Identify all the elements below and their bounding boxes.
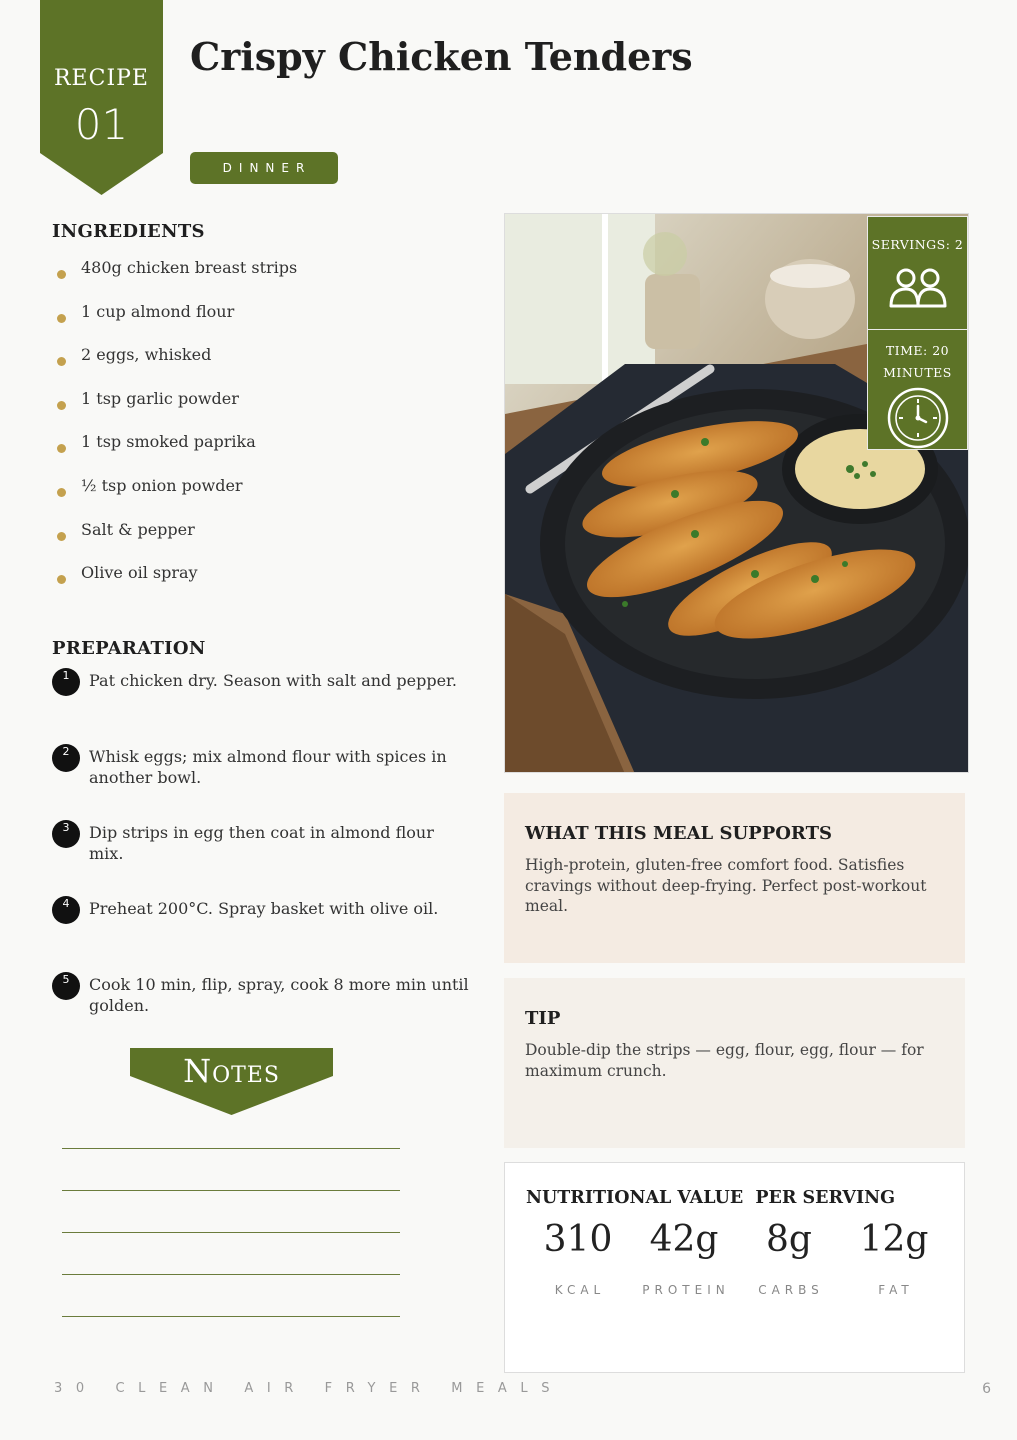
time-label: TIME: 20 [885,343,950,358]
tip-body: Double-dip the strips — egg, flour, egg, flour — for maximum crunch. [525,1041,924,1080]
bullet-icon [57,357,66,366]
category-badge: DINNER [190,152,338,184]
ingredient-item: ½ tsp onion powder [52,476,472,520]
note-line [62,1316,400,1317]
note-line [62,1232,400,1233]
bullet-icon [57,270,66,279]
step-text: Whisk eggs; mix almond flour with spices in another bowl. [89,747,447,787]
meal-supports-panel [504,793,965,963]
ingredients-list [52,258,472,607]
note-line [62,1274,400,1275]
kcal-label: KCAL [554,1283,606,1297]
notes-label: Notes [183,1052,280,1090]
tip-panel [504,978,965,1148]
recipe-label: RECIPE [53,66,149,91]
servings-box [867,216,968,330]
step-number: 5 [52,972,80,1000]
time-box [867,329,968,450]
ingredient-item: 480g chicken breast strips [52,258,472,302]
page-number: 6 [982,1381,991,1397]
bullet-icon [57,532,66,541]
ingredient-item: 1 cup almond flour [52,302,472,346]
bullet-icon [57,401,66,410]
carbs-label: CARBS [758,1283,824,1297]
notes-banner [130,1048,333,1115]
recipe-title: Crispy Chicken Tenders [190,34,693,79]
recipe-number: 01 [74,100,129,149]
step-number: 2 [52,744,80,772]
step-text: Cook 10 min, flip, spray, cook 8 more min until golden. [89,975,469,1015]
step-number: 3 [52,820,80,848]
clock-icon [886,386,950,450]
ingredient-item: 1 tsp smoked paprika [52,432,472,476]
step-number: 4 [52,896,80,924]
nutrition-heading: NUTRITIONAL VALUE PER SERVING [526,1188,896,1208]
time-unit: MINUTES [883,365,952,380]
nutrition-panel [504,1162,965,1373]
step-number: 1 [52,668,80,696]
ingredient-item: Olive oil spray [52,563,472,607]
note-line [62,1190,400,1191]
kcal-value: 310 [543,1219,613,1260]
ingredient-item: Salt & pepper [52,520,472,564]
servings-label: SERVINGS: 2 [871,237,964,252]
carbs-value: 8g [766,1219,812,1260]
supports-body: High-protein, gluten-free comfort food. Satisfies cravings without deep-frying. Perfect post-workout meal. [525,856,927,915]
preparation-heading: PREPARATION [52,638,206,659]
ingredient-item: 1 tsp garlic powder [52,389,472,433]
ingredient-item: 2 eggs, whisked [52,345,472,389]
supports-heading: WHAT THIS MEAL SUPPORTS [525,823,832,844]
step-text: Dip strips in egg then coat in almond flour mix. [89,823,434,863]
bullet-icon [57,488,66,497]
tip-heading: TIP [525,1008,561,1029]
recipe-photo [504,213,969,773]
fat-value: 12g [859,1219,929,1260]
step-text: Preheat 200°C. Spray basket with olive oil. [89,899,439,918]
bullet-icon [57,575,66,584]
step-text: Pat chicken dry. Season with salt and pepper. [89,671,458,690]
note-line [62,1148,400,1149]
people-icon [887,266,949,310]
book-title-footer: 30 CLEAN AIR FRYER MEALS [54,1381,564,1396]
bullet-icon [57,314,66,323]
ingredients-heading: INGREDIENTS [52,221,205,242]
protein-value: 42g [649,1219,719,1260]
recipe-number-tab [40,0,163,195]
bullet-icon [57,444,66,453]
fat-label: FAT [878,1283,914,1297]
protein-label: PROTEIN [642,1283,730,1297]
